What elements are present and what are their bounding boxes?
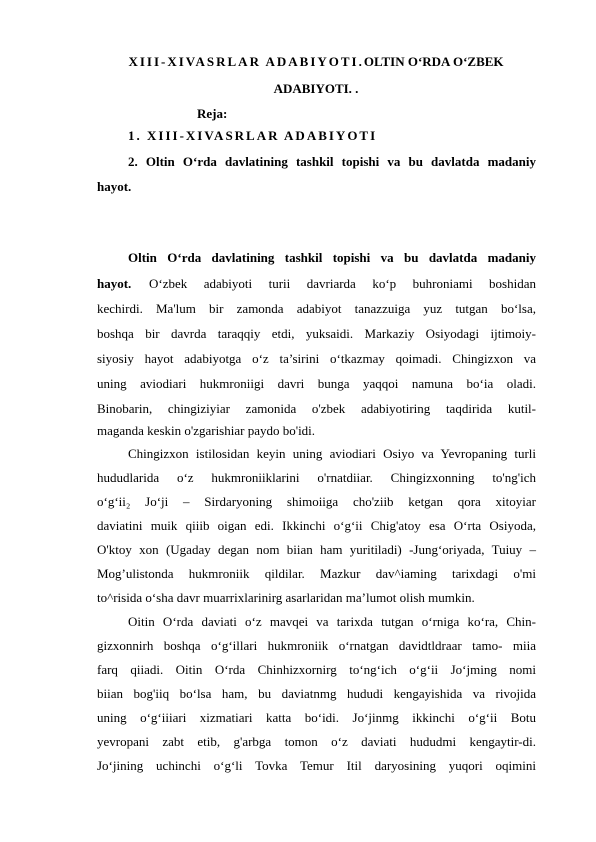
document-title [96,54,536,70]
paragraph1-line: Binobarin, chingiziyiar zamonida o'zbek adabiyotiring taqdirida kutil- [97,401,536,416]
paragraph3-line: farq qiiadi. Oitin O‘rda Chinhizxornirg to‘ng‘ich o‘g‘ii Jo‘jming nomi [97,662,536,677]
paragraph2-line: O'ktoy xon (Ugaday degan nom biian ham yuritiladi) -Jung‘oriyada, Tuiuy – [97,542,536,557]
title-part2: OLTIN O‘RDA O‘ZBEK [363,54,504,69]
paragraph1-line: boshqa bir davrda taraqqiy etdi, yuksaidi. Markaziy Osiyodagi ijtimoiy- [97,326,536,341]
paragraph3-line: Jo‘jining uchinchi o‘g‘li Tovka Temur Itil daryosining yuqori oqimini [97,758,536,773]
paragraph3-line: Oitin O‘rda daviati o‘z mavqei va tarixda tutgan o‘rniga ko‘ra, Chin- [128,614,536,629]
paragraph1-line: siyosiy hayot adabiyotga o‘z ta’sirini o‘tkazmay qoimadi. Chingizxon va [97,351,536,366]
paragraph1-line: O‘zbek adabiyoti turii davriarda ko‘p buhroniami boshidan [149,276,536,291]
paragraph2-line: daviatini muik qiiib oigan edi. Ikkinchi o‘g‘ii Chig'atoy esa O‘rta Osiyoda, [97,518,536,533]
paragraph1-line: maganda keskin o'zgarishiar paydo bo'idi. [97,423,316,438]
plan-heading: Reja: [197,106,228,121]
document-title-line2: ADABIYOTI. . [273,81,359,96]
paragraph1-line: uning aviodiari hukmroniigi davri bunga yaqqoi namuna bo‘ia oladi. [97,376,536,391]
section-heading: Oltin O‘rda davlatining tashkil topishi va bu davlatda madaniy [128,250,536,265]
paragraph3-line: yevropani zabt etib, g'arbga tomon o‘z daviati hududmi kengaytir-di. [97,734,536,749]
plan-item-1: 1. XIII-XIVASRLAR ADABIYOTI [128,128,378,143]
paragraph1-line: kechirdi. Ma'lum bir zamonda adabiyot tanazzuiga yuz tutgan bo‘lsa, [97,301,536,316]
paragraph2-line: o‘g‘ii₂ Jo‘ji – Sirdaryoning shimoiiga cho'ziib ketgan qora xitoyiar [97,494,536,509]
plan-item-2: 2. Oltin O‘rda davlatining tashkil topishi va bu davlatda madaniy [128,154,536,169]
paragraph3-line: gizxonnirh boshqa o‘g‘illari hukmroniik o‘rnatgan davidtldraar tamo- miia [97,638,536,653]
paragraph2-line: hududlarida o‘z hukmroniiklarini o'rnatdiiar. Chingizxonning to'ng'ich [97,470,536,485]
paragraph2-line: Mog’ulistonda hukmroniik qildilar. Mazkur dav^iaming tarixdagi o'mi [97,566,536,581]
title-part1: XIII-XIVASRLAR ADABIYOTI. [128,54,364,69]
paragraph3-line: uning o‘g‘iiiari xizmatiari katta bo‘idi. Jo‘jinmg ikkinchi o‘g‘ii Botu [97,710,536,725]
paragraph2-line: Chingizxon istilosidan keyin uning aviodiari Osiyo va Yevropaning turli [128,446,536,461]
section-heading-end: hayot. [97,276,132,291]
paragraph2-line: to^risida o‘sha davr muarrixlarinirg asarlaridan ma’lumot olish mumkin. [97,590,475,605]
paragraph3-line: biian bog'iiq bo‘lsa ham, bu daviatnmg hududi kengayishida va rivojida [97,686,536,701]
plan-item-2-end: hayot. [97,179,132,194]
